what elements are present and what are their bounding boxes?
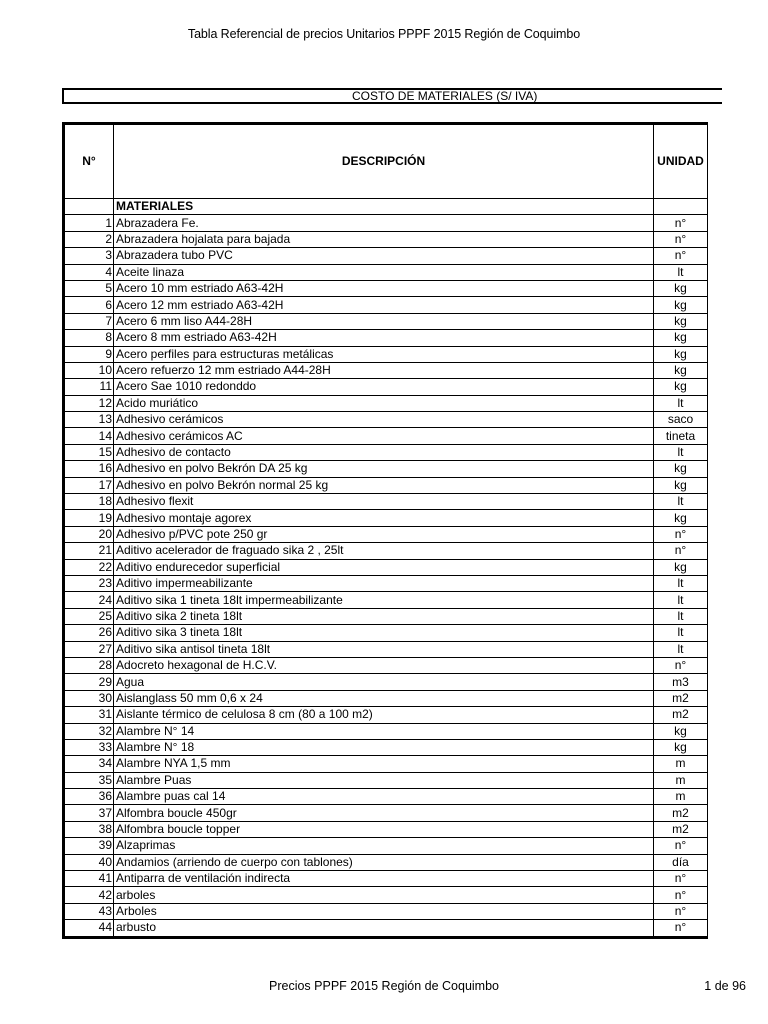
- item-number: 43: [65, 903, 114, 919]
- item-unit: kg: [654, 362, 708, 378]
- table-row: [65, 592, 708, 608]
- table-header-row: [65, 125, 708, 199]
- table-row: [65, 657, 708, 673]
- item-unit: n°: [654, 526, 708, 542]
- item-number: 12: [65, 395, 114, 411]
- item-unit: lt: [654, 264, 708, 280]
- table-row: [65, 903, 708, 919]
- table-row: [65, 789, 708, 805]
- item-number: 37: [65, 805, 114, 821]
- item-description: Acido muriático: [114, 395, 654, 411]
- table-row: [65, 510, 708, 526]
- item-description: Alambre N° 14: [114, 723, 654, 739]
- item-number: 30: [65, 690, 114, 706]
- item-unit: m2: [654, 707, 708, 723]
- item-unit: lt: [654, 625, 708, 641]
- item-unit: n°: [654, 920, 708, 936]
- table-row: [65, 231, 708, 247]
- item-description: Abrazadera tubo PVC: [114, 248, 654, 264]
- item-unit: m: [654, 789, 708, 805]
- materials-table: [64, 124, 708, 937]
- item-number: 1: [65, 215, 114, 231]
- item-number: 9: [65, 346, 114, 362]
- item-description: Aditivo endurecedor superficial: [114, 559, 654, 575]
- item-description: Adocreto hexagonal de H.C.V.: [114, 657, 654, 673]
- item-unit: kg: [654, 559, 708, 575]
- item-number: 36: [65, 789, 114, 805]
- item-number: 31: [65, 707, 114, 723]
- item-number: 4: [65, 264, 114, 280]
- item-description: Alambre Puas: [114, 772, 654, 788]
- table-row: [65, 723, 708, 739]
- item-description: Acero refuerzo 12 mm estriado A44-28H: [114, 362, 654, 378]
- item-number: 39: [65, 838, 114, 854]
- table-row: [65, 330, 708, 346]
- item-number: 28: [65, 657, 114, 673]
- item-description: Aislanglass 50 mm 0,6 x 24: [114, 690, 654, 706]
- item-description: Adhesivo montaje agorex: [114, 510, 654, 526]
- item-unit: lt: [654, 444, 708, 460]
- table-row: [65, 526, 708, 542]
- item-unit: kg: [654, 461, 708, 477]
- item-number: 27: [65, 641, 114, 657]
- item-number: 44: [65, 920, 114, 936]
- item-number: 20: [65, 526, 114, 542]
- item-unit: n°: [654, 887, 708, 903]
- table-row: [65, 575, 708, 591]
- table-body: [65, 199, 708, 937]
- item-number: 5: [65, 280, 114, 296]
- section-label: MATERIALES: [114, 199, 654, 215]
- item-number: 3: [65, 248, 114, 264]
- item-unit: m2: [654, 821, 708, 837]
- table-row: [65, 625, 708, 641]
- item-description: Aditivo sika 2 tineta 18lt: [114, 608, 654, 624]
- item-unit: m2: [654, 805, 708, 821]
- item-number: 41: [65, 871, 114, 887]
- item-description: Adhesivo en polvo Bekrón normal 25 kg: [114, 477, 654, 493]
- item-unit: lt: [654, 641, 708, 657]
- item-unit: kg: [654, 477, 708, 493]
- item-description: Abrazadera Fe.: [114, 215, 654, 231]
- table-row: [65, 494, 708, 510]
- table-row: [65, 854, 708, 870]
- section-row: [65, 199, 708, 215]
- item-number: 17: [65, 477, 114, 493]
- section-banner: [62, 88, 722, 104]
- item-unit: n°: [654, 903, 708, 919]
- item-description: Acero 8 mm estriado A63-42H: [114, 330, 654, 346]
- item-description: Adhesivo p/PVC pote 250 gr: [114, 526, 654, 542]
- item-description: Antiparra de ventilación indirecta: [114, 871, 654, 887]
- materials-table-wrapper: [62, 122, 708, 939]
- table-row: [65, 756, 708, 772]
- item-unit: n°: [654, 231, 708, 247]
- table-row: [65, 871, 708, 887]
- item-number: 21: [65, 543, 114, 559]
- table-row: [65, 280, 708, 296]
- item-unit: lt: [654, 608, 708, 624]
- item-unit: n°: [654, 215, 708, 231]
- item-number: 19: [65, 510, 114, 526]
- item-number: 14: [65, 428, 114, 444]
- item-number: 24: [65, 592, 114, 608]
- item-number: 6: [65, 297, 114, 313]
- item-unit: día: [654, 854, 708, 870]
- item-number: 2: [65, 231, 114, 247]
- item-number: 8: [65, 330, 114, 346]
- item-unit: lt: [654, 575, 708, 591]
- item-description: Aditivo sika 3 tineta 18lt: [114, 625, 654, 641]
- page-footer-title: Precios PPPF 2015 Región de Coquimbo: [269, 979, 499, 993]
- item-description: Aislante térmico de celulosa 8 cm (80 a 100 m2): [114, 707, 654, 723]
- item-description: Alzaprimas: [114, 838, 654, 854]
- table-row: [65, 264, 708, 280]
- item-unit: kg: [654, 313, 708, 329]
- item-number: 42: [65, 887, 114, 903]
- item-number: 7: [65, 313, 114, 329]
- item-number: 38: [65, 821, 114, 837]
- item-unit: n°: [654, 543, 708, 559]
- item-unit: tineta: [654, 428, 708, 444]
- item-description: Acero 6 mm liso A44-28H: [114, 313, 654, 329]
- item-number: 26: [65, 625, 114, 641]
- item-unit: n°: [654, 838, 708, 854]
- item-unit: kg: [654, 280, 708, 296]
- item-unit: lt: [654, 494, 708, 510]
- table-row: [65, 362, 708, 378]
- item-number: 10: [65, 362, 114, 378]
- item-description: Acero 10 mm estriado A63-42H: [114, 280, 654, 296]
- item-description: Alambre N° 18: [114, 739, 654, 755]
- item-unit: kg: [654, 297, 708, 313]
- item-description: Acero perfiles para estructuras metálicas: [114, 346, 654, 362]
- item-number: 18: [65, 494, 114, 510]
- item-unit: n°: [654, 871, 708, 887]
- item-number: 33: [65, 739, 114, 755]
- item-number: 13: [65, 412, 114, 428]
- item-unit: kg: [654, 723, 708, 739]
- item-unit: m2: [654, 690, 708, 706]
- item-number: 29: [65, 674, 114, 690]
- item-description: Adhesivo en polvo Bekrón DA 25 kg: [114, 461, 654, 477]
- column-header-description: DESCRIPCIÓN: [114, 125, 654, 199]
- table-row: [65, 412, 708, 428]
- item-unit: m: [654, 772, 708, 788]
- table-row: [65, 297, 708, 313]
- item-number: 11: [65, 379, 114, 395]
- item-number: 25: [65, 608, 114, 624]
- table-row: [65, 559, 708, 575]
- item-description: Adhesivo flexit: [114, 494, 654, 510]
- table-row: [65, 674, 708, 690]
- table-row: [65, 461, 708, 477]
- item-number: 23: [65, 575, 114, 591]
- item-description: Aditivo sika 1 tineta 18lt impermeabilizante: [114, 592, 654, 608]
- item-description: Aceite linaza: [114, 264, 654, 280]
- item-unit: kg: [654, 739, 708, 755]
- item-number: 16: [65, 461, 114, 477]
- table-row: [65, 428, 708, 444]
- item-description: Aditivo impermeabilizante: [114, 575, 654, 591]
- item-description: Alfombra boucle topper: [114, 821, 654, 837]
- item-unit: kg: [654, 510, 708, 526]
- table-row: [65, 739, 708, 755]
- item-unit: kg: [654, 330, 708, 346]
- table-row: [65, 477, 708, 493]
- item-description: Aditivo acelerador de fraguado sika 2 , 25lt: [114, 543, 654, 559]
- column-header-unit: UNIDAD: [654, 125, 708, 199]
- item-description: Adhesivo cerámicos AC: [114, 428, 654, 444]
- item-description: arboles: [114, 887, 654, 903]
- item-description: Alfombra boucle 450gr: [114, 805, 654, 821]
- item-unit: saco: [654, 412, 708, 428]
- table-row: [65, 543, 708, 559]
- table-row: [65, 313, 708, 329]
- item-description: Acero 12 mm estriado A63-42H: [114, 297, 654, 313]
- item-number: 22: [65, 559, 114, 575]
- item-description: Adhesivo de contacto: [114, 444, 654, 460]
- item-unit: lt: [654, 395, 708, 411]
- banner-label: COSTO DE MATERIALES (S/ IVA): [352, 89, 538, 103]
- item-unit: kg: [654, 379, 708, 395]
- item-description: Aditivo sika antisol tineta 18lt: [114, 641, 654, 657]
- item-description: arbusto: [114, 920, 654, 936]
- item-number: 32: [65, 723, 114, 739]
- page-number: 1 de 96: [704, 979, 746, 993]
- item-description: Adhesivo cerámicos: [114, 412, 654, 428]
- item-description: Agua: [114, 674, 654, 690]
- item-unit: kg: [654, 346, 708, 362]
- item-unit: m3: [654, 674, 708, 690]
- item-number: 40: [65, 854, 114, 870]
- table-row: [65, 215, 708, 231]
- item-description: Arboles: [114, 903, 654, 919]
- item-unit: n°: [654, 248, 708, 264]
- table-row: [65, 772, 708, 788]
- item-description: Abrazadera hojalata para bajada: [114, 231, 654, 247]
- item-description: Andamios (arriendo de cuerpo con tablones): [114, 854, 654, 870]
- page-header-title: Tabla Referencial de precios Unitarios PPPF 2015 Región de Coquimbo: [187, 27, 581, 41]
- table-row: [65, 920, 708, 936]
- item-unit: m: [654, 756, 708, 772]
- item-unit: lt: [654, 592, 708, 608]
- table-row: [65, 444, 708, 460]
- table-row: [65, 346, 708, 362]
- table-row: [65, 805, 708, 821]
- item-number: 34: [65, 756, 114, 772]
- table-row: [65, 379, 708, 395]
- item-number: 15: [65, 444, 114, 460]
- item-number: 35: [65, 772, 114, 788]
- item-description: Alambre NYA 1,5 mm: [114, 756, 654, 772]
- column-header-number: N°: [65, 125, 114, 199]
- item-unit: n°: [654, 657, 708, 673]
- table-row: [65, 887, 708, 903]
- table-row: [65, 838, 708, 854]
- section-unit-cell: [654, 199, 708, 215]
- table-row: [65, 608, 708, 624]
- section-number-cell: [65, 199, 114, 215]
- item-description: Acero Sae 1010 redonddo: [114, 379, 654, 395]
- table-row: [65, 707, 708, 723]
- table-row: [65, 641, 708, 657]
- table-row: [65, 821, 708, 837]
- item-description: Alambre puas cal 14: [114, 789, 654, 805]
- table-row: [65, 248, 708, 264]
- table-row: [65, 690, 708, 706]
- table-row: [65, 395, 708, 411]
